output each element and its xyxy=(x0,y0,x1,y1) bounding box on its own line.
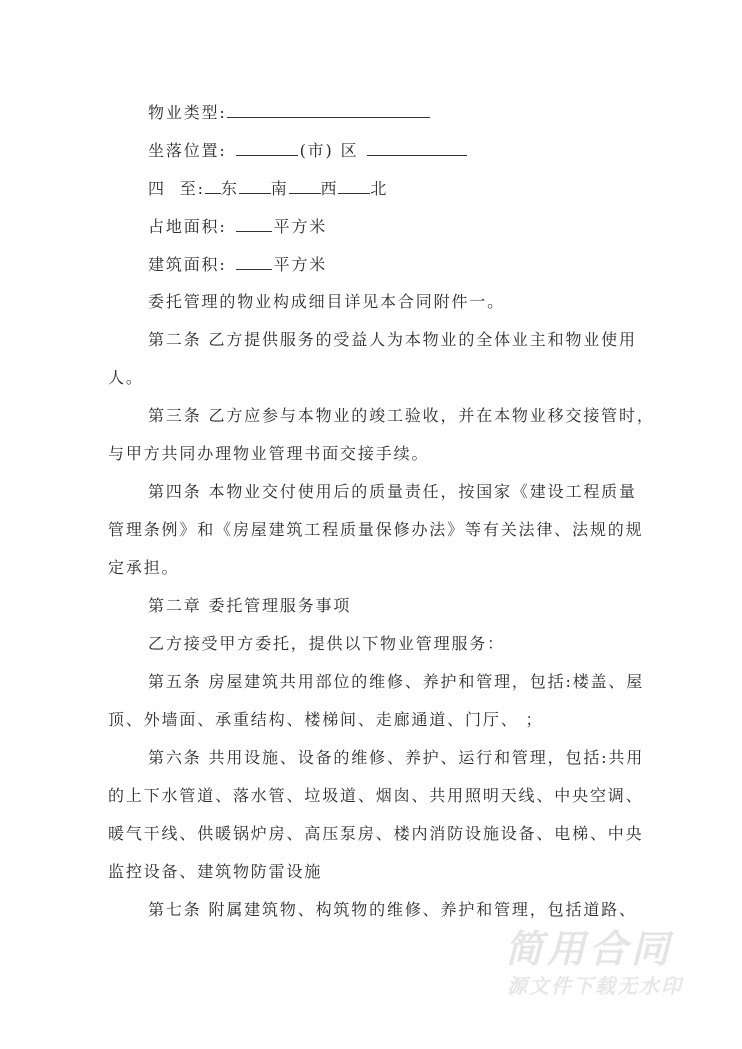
direction-west: 西 xyxy=(320,179,339,198)
article-3-line: 第三条 乙方应参与本物业的竣工验收，并在本物业移交接管时， xyxy=(148,406,655,425)
watermark-logo: 简用合同 xyxy=(505,927,674,971)
article-4-line: 管理条例》和《房屋建筑工程质量保修办法》等有关法律、法规的规 xyxy=(108,520,644,539)
article-6-line: 的上下水管道、落水管、垃圾道、烟囱、共用照明天线、中央空调、 xyxy=(108,786,644,805)
article-6-line: 暖气干线、供暖锅炉房、高压泵房、楼内消防设施设备、电梯、中央 xyxy=(108,824,644,843)
blank-line xyxy=(236,254,272,270)
article-7-line: 第七条 附属建筑物、构筑物的维修、养护和管理，包括道路、 xyxy=(148,900,637,919)
blank-line xyxy=(289,178,321,194)
field-label: 建筑面积: xyxy=(148,255,227,274)
article-4-line: 定承担。 xyxy=(108,558,180,577)
article-5-line: 第五条 房屋建筑共用部位的维修、养护和管理，包括:楼盖、屋 xyxy=(148,672,645,691)
article-2-line: 人。 xyxy=(108,368,144,387)
field-label: 占地面积: xyxy=(148,217,227,236)
article-2-line: 第二条 乙方提供服务的受益人为本物业的全体业主和物业使用 xyxy=(148,330,637,349)
blank-line xyxy=(239,178,271,194)
field-label: 坐落位置: xyxy=(148,141,227,160)
article-3-line: 与甲方共同办理物业管理书面交接手续。 xyxy=(108,444,430,463)
blank-line xyxy=(367,140,467,156)
paragraph-line: 乙方接受甲方委托，提供以下物业管理服务： xyxy=(148,634,506,653)
field-property-type xyxy=(148,102,688,123)
blank-line xyxy=(227,102,430,118)
chapter-heading: 第二章 委托管理服务事项 xyxy=(148,596,352,615)
field-label: 四 至: xyxy=(148,179,205,198)
field-boundaries xyxy=(148,178,688,199)
unit-text: 平方米 xyxy=(273,217,328,236)
direction-north: 北 xyxy=(370,179,389,198)
field-label: 物业类型: xyxy=(148,103,227,122)
watermark-subtitle: 源文件下载无水印 xyxy=(507,974,683,998)
article-6-line: 监控设备、建筑物防雷设施 xyxy=(108,862,323,881)
field-land-area xyxy=(148,216,688,237)
blank-line xyxy=(205,178,221,194)
blank-line xyxy=(236,216,272,232)
direction-south: 南 xyxy=(270,179,289,198)
city-district-text: (市) 区 xyxy=(299,141,359,160)
paragraph-line: 委托管理的物业构成细目详见本合同附件一。 xyxy=(148,292,506,311)
unit-text: 平方米 xyxy=(273,255,328,274)
article-5-line: 顶、外墙面、承重结构、楼梯间、走廊通道、门厅、 ； xyxy=(108,710,544,729)
field-building-area xyxy=(148,254,688,275)
article-6-line: 第六条 共用设施、设备的维修、养护、运行和管理，包括:共用 xyxy=(148,748,645,767)
article-4-line: 第四条 本物业交付使用后的质量责任，按国家《建设工程质量 xyxy=(148,482,637,501)
field-location xyxy=(148,140,688,161)
blank-line xyxy=(236,140,298,156)
blank-line xyxy=(338,178,370,194)
direction-east: 东 xyxy=(220,179,239,198)
